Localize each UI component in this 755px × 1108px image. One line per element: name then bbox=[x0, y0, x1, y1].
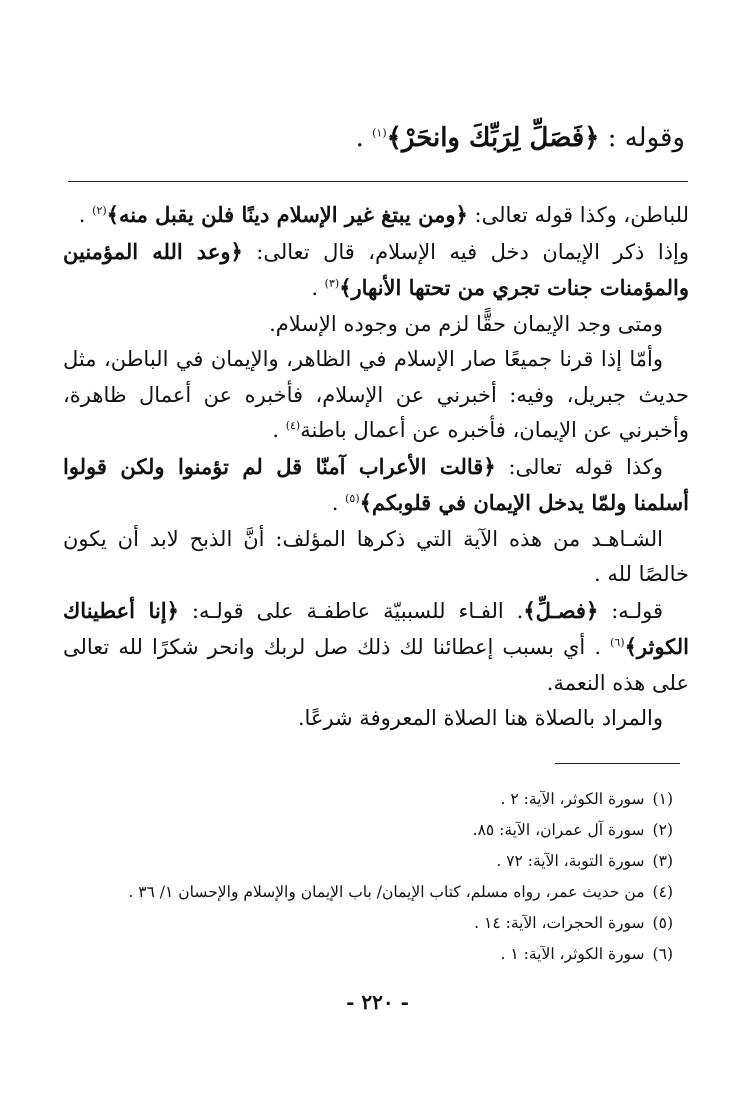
top-divider bbox=[68, 181, 688, 182]
text-segment: الشـاهـد من هذه الآية التي ذكرها المؤلف: أنَّ الذبح لابد أن يكون خالصًا لله . bbox=[63, 526, 689, 586]
text-segment: وأمّا إذا قرنا جميعًا صار الإسلام في الظاهر، والإيمان في الباطن، مثل حديث جبريل، وفيه: أخبرني عن الإسلام، فأخبره عن أعمال ظاهرة، وأخبرني عن الإيمان، فأخبره عن أعمال باطنة bbox=[63, 347, 689, 442]
text-segment: . bbox=[272, 418, 286, 442]
main-text bbox=[63, 197, 689, 737]
text-segment: والمراد بالصلاة هنا الصلاة المعروفة شرعًا. bbox=[297, 706, 663, 730]
paragraph bbox=[63, 701, 689, 737]
quran-quote: ﴿فصـلِّ﴾ bbox=[523, 597, 599, 623]
text-segment: . أي بسبب إعطائنا لك ذلك صل لربك وانحر شكرًا لله تعالى على هذه النعمة. bbox=[63, 635, 689, 695]
text-segment: قولـه: bbox=[598, 598, 663, 623]
section-heading bbox=[65, 118, 685, 158]
footnote-ref[interactable]: (٢) bbox=[92, 204, 107, 217]
footnote-text: من حديث عمر، رواه مسلم، كتاب الإيمان/ باب الإيمان والإسلام والإحسان ١/ ٣٦ . bbox=[128, 883, 645, 901]
footnote-text: سورة آل عمران، الآية: ٨٥. bbox=[472, 821, 645, 839]
paragraph bbox=[63, 342, 689, 449]
footnote-ref[interactable]: (٥) bbox=[345, 492, 360, 505]
text-segment: . bbox=[78, 203, 93, 227]
footnote-ref[interactable]: (٣) bbox=[324, 277, 340, 290]
footnote-item bbox=[63, 908, 673, 939]
footnote-text: سورة الكوثر، الآية: ٢ . bbox=[500, 790, 645, 808]
footnote-number: (٤) bbox=[652, 883, 673, 901]
heading-end: . bbox=[355, 123, 364, 153]
text-segment: ومتى وجد الإيمان حقًّا لزم من وجوده الإسلام. bbox=[269, 311, 663, 336]
heading-quran-quote: ﴿فَصَلِّ لِرَبِّكَ وانحَرْ﴾ bbox=[386, 123, 600, 153]
footnote-item bbox=[63, 784, 673, 815]
text-segment: وكذا قوله تعالى: bbox=[495, 454, 663, 479]
footnote-number: (٣) bbox=[652, 852, 673, 870]
paragraph bbox=[63, 197, 689, 234]
paragraph bbox=[63, 234, 689, 307]
paragraph bbox=[63, 593, 689, 702]
footnote-number: (٥) bbox=[652, 914, 673, 932]
paragraph bbox=[63, 522, 689, 593]
quran-quote: ﴿وعد الله المؤمنين والمؤمنات جنات تجري من تحتها الأنهار﴾ bbox=[63, 238, 689, 300]
paragraph bbox=[63, 307, 689, 343]
footnote-item bbox=[63, 846, 673, 877]
footnote-item bbox=[63, 815, 673, 846]
footnote-divider bbox=[555, 763, 680, 764]
footnote-number: (١) bbox=[652, 790, 673, 808]
quran-quote: ﴿قالت الأعراب آمنّا قل لم تؤمنوا ولكن قولوا أسلمنا ولمّا يدخل الإيمان في قلوبكم﴾ bbox=[63, 453, 689, 515]
text-segment: للباطن، وكذا قوله تعالى: bbox=[467, 203, 689, 227]
quran-quote: ﴿ومن يبتغ غير الإسلام دينًا فلن يقبل منه﴾ bbox=[106, 202, 468, 227]
page-number: - ٢٢٠ - bbox=[346, 990, 409, 1014]
footnote-item bbox=[63, 877, 673, 908]
footnotes-list bbox=[63, 784, 673, 970]
text-segment: وإذا ذكر الإيمان دخل فيه الإسلام، قال تعالى: bbox=[242, 239, 689, 264]
footnote-number: (٦) bbox=[652, 945, 673, 963]
footnote-text: سورة الكوثر، الآية: ١ . bbox=[500, 945, 645, 963]
footnote-ref[interactable]: (٤) bbox=[285, 419, 301, 432]
text-segment: . bbox=[311, 276, 325, 300]
quran-quote: ﴿إنا أعطيناك الكوثر﴾ bbox=[63, 597, 689, 659]
heading-intro: وقوله : bbox=[607, 123, 685, 153]
footnote-item bbox=[63, 939, 673, 970]
footnote-text: سورة التوبة، الآية: ٧٢ . bbox=[496, 852, 645, 870]
heading-footnote-ref[interactable]: (١) bbox=[372, 126, 387, 140]
footnote-text: سورة الحجرات، الآية: ١٤ . bbox=[474, 914, 645, 932]
footnote-number: (٢) bbox=[652, 821, 673, 839]
text-segment: . bbox=[331, 491, 346, 515]
text-segment: . الفـاء للسببيّة عاطفـة على قولـه: bbox=[178, 598, 524, 623]
paragraph bbox=[63, 449, 689, 522]
footnote-ref[interactable]: (٦) bbox=[610, 636, 625, 649]
